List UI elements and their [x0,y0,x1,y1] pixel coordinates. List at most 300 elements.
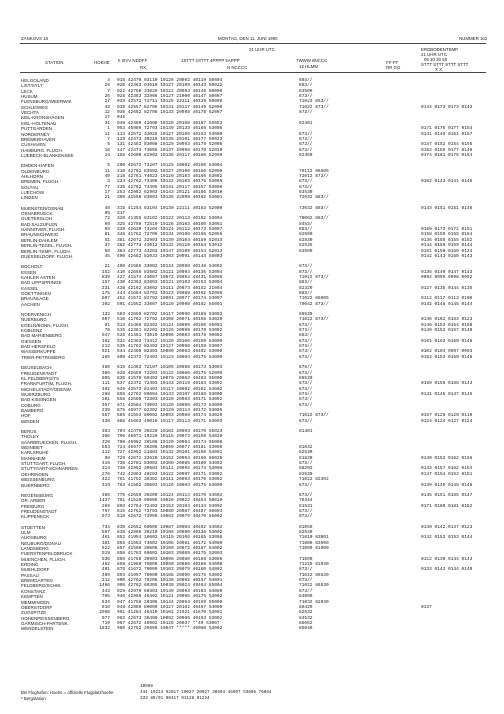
station-height: 419 [101,461,110,467]
station-height: 17 [104,115,110,121]
header-extra-4: STTT STTT STTT STTT [421,62,469,67]
synop-groups: 875 41672 70000 10103 20079 40160 54002 [117,567,223,573]
weather-groups: 71022 82302 [299,477,329,483]
footer-code-3: 333 89/01 90417 91128 91224 [140,696,210,701]
synop-groups: 836 42652 60605 10087 20084 40492 54002 [117,524,223,530]
station-name: BOCHOLT [21,264,43,270]
table-row [0,148,504,153]
station-name: BAD SALZUFLEN [21,221,58,227]
weather-groups: 71022 873// [299,274,329,280]
station-name: WASSERKUPPE [21,349,56,355]
synop-groups: 729 42672 33626 10152 20094 40166 56025 [117,455,223,461]
station-name: AACHEN [21,301,40,307]
synop-groups: 129 42473 30210 10135 20101 40177 50023 [117,136,223,142]
station-height: 51 [104,237,110,243]
table-row [0,381,504,386]
synop-groups: 947 41756 20306 10144 20064 40159 55000 [117,599,223,605]
table-row [0,610,504,615]
station-height: 31 [104,120,110,126]
weather-groups: 873// [299,381,313,387]
table-row [0,626,504,631]
weather-groups: 873// [299,142,313,148]
weather-groups: 86203 [299,466,313,472]
synop-groups: 645 42573 82403 10117 20092 40182 54002 [117,386,223,392]
station-name: GR. ARBER [21,498,46,504]
synop-groups: 855 41563 73602 10106 20081 40172 54000 [117,540,223,546]
table-row [0,365,504,370]
weather-groups: 81830 [299,455,313,461]
station-name: STUTTGART, FLUGH. [21,461,67,467]
synop-groups: 253 42962 62903 10143 20121 40166 53010 [117,190,223,195]
station-height: 719 [101,620,110,626]
weather-groups: 72012 873// [299,173,329,179]
weather-groups: 71022 86005 [299,296,329,302]
soil-temperatures: 0144 0156 0159 0144 [421,243,473,249]
weather-groups: 86002 [299,620,313,626]
station-height: 734 [101,524,110,530]
weather-groups: 82530 [299,471,313,477]
table-row [0,466,504,471]
soil-temperatures: 0152 0153 0150 0146 [421,354,473,360]
header-station: STATION [45,60,64,65]
table-row [0,551,504,556]
station-height: 231 [101,285,110,291]
synop-groups: 929 42970 60303 10140 20093 40163 54000 [117,588,223,594]
synop-groups: 036 42662 82708 10133 20098 40178 52007 [117,110,223,116]
station-height: 422 [101,477,110,483]
synop-groups: 224 42762 73406 10132 20103 40176 53005 [117,179,223,185]
weather-groups: 86530 [299,312,313,317]
station-name: MUEHLDORF [21,567,50,573]
header-rx: RX [140,65,147,70]
station-name: OLDENBURG [21,168,50,174]
station-name: PASSAU [21,572,39,578]
table-row [0,456,504,461]
weather-groups: 86530 [299,375,313,381]
station-height: 366 [101,492,110,498]
station-name: HAMBURG, FLUGH. [21,147,64,153]
station-name: STOETTEN [21,524,45,530]
header-12: 12 HLMM [299,64,319,69]
station-height: 202 [101,301,110,307]
synop-groups: 325 42759 72510 10126 20103 40160 53001 [117,221,223,227]
station-height: 480 [101,365,110,371]
station-name: MANNHEIM [21,455,46,461]
weather-groups: 71023 853// [299,99,329,105]
station-height: 112 [101,450,110,456]
synop-groups: 609 42372 72403 10123 20094 40175 54000 [117,354,223,360]
station-name: THOLEY [21,434,40,440]
synop-groups: 946 42965 46402 10121 20095 40175 53002 [117,594,223,600]
table-row [0,78,504,83]
station-name: BAMBERG [21,407,44,413]
station-name: OBERSTDORF [21,604,53,610]
soil-temperatures: 0149 0152 0157 0140 [421,328,473,334]
station-name: BREMEN, FLUGH. [21,179,60,185]
station-height: 14 [104,152,110,158]
synop-groups: 384 42773 43203 10147 20109 40154 52013 [117,248,223,254]
table-row [0,477,504,482]
station-name: KOBLENZ [21,328,43,334]
synop-groups: 430 42362 82003 10121 20103 40153 53004 [117,280,223,286]
soil-temperatures: 0146 0153 0154 0150 [421,322,473,328]
synop-groups: 818 42672 73909 10083 20079 40470 55002 [117,514,223,520]
station-name: SOLTAU [21,184,39,190]
weather-groups: 873// [299,354,313,360]
weather-groups: 70112 86505 [299,168,329,174]
table-row [0,286,504,291]
synop-groups: 761 41752 30302 10111 20093 40170 53002 [117,477,223,483]
station-name: MUENCHEN, FLUGH. [21,556,67,562]
weather-groups: 873// [299,344,313,350]
station-name: WEIDEN [21,418,39,424]
synop-groups: 427 41574 43007 10072 20064 48431 53006 [117,274,223,280]
synop-groups: 218 42761 74023 10129 20103 40166 53002 [117,173,223,179]
weather-groups: 873// [299,338,313,344]
station-name: ESSEN [21,269,37,275]
station-name: ZUGSPITZE [21,610,47,616]
table-row [0,371,504,376]
station-height: 622 [101,546,110,551]
synop-groups: 406 41565 33602 10134 20098 40148 54002 [117,264,223,270]
table-row [0,195,504,200]
soil-temperatures: 0141 0145 0147 0145 [421,391,473,397]
station-name: MICHELSTADT/ODENW. [21,386,72,392]
station-name: OEHRINGEN [21,471,49,477]
station-name: LUEBECK-BLANKENSEE [21,152,74,158]
station-name: LINGEN [21,195,38,201]
synop-groups: 526 41461 73010 10096 20083 40178 50062 [117,333,223,339]
station-height: 48 [104,205,110,211]
station-height: 402 [101,386,110,392]
synop-groups: 852 41954 10602 10119 20106 40165 53006 [117,535,223,541]
station-name: BRAUNSCHWEIG [21,232,59,238]
table-row [0,392,504,397]
table-row [0,275,504,280]
table-row [0,99,504,104]
table-row [0,211,504,216]
station-height: 567 [101,413,110,419]
station-name: SAARBRUECKEN, FLUGH. [21,439,78,445]
table-row [0,296,504,301]
weather-groups: 71022 873// [299,413,329,419]
weather-groups: 82530 [299,450,313,456]
synop-groups: 858 41763 60602 10103 20089 40175 53003 [117,551,223,557]
station-name: BERLIN-TEGEL, FLUGH. [21,243,73,249]
station-height: 175 [101,290,110,296]
station-height: 11 [104,168,110,174]
soil-temperatures: 0169 0173 0172 0151 [421,227,473,233]
weather-groups: 71032 82030 [299,599,329,605]
table-row [0,403,504,408]
table-row [0,419,504,424]
soil-temperatures: 0161 0163 0160 0148 [421,338,473,344]
station-height: 276 [101,471,110,477]
synop-groups: 908 42762 60305 10030 20024 48464 55004 [117,583,223,589]
weather-groups: 83530 [299,190,313,195]
station-height: 21 [104,195,110,201]
table-row [0,333,504,338]
station-height: 55 [104,227,110,233]
station-name: HOHENPEISSENBERG [21,615,70,621]
synop-groups: 815 42762 73703 10080 20087 48487 56004 [117,508,223,514]
table-row [0,535,504,540]
station-name: KASSEL [21,285,39,291]
header-groups: 1STTT 2STTT 4PPPP 5APPP [181,58,240,63]
footnote-airport: Bei Flughafen: Hoehe = offizielle Flugplatzhoehe [21,690,114,695]
weather-groups: 82530 [299,237,313,243]
weather-groups: 84532 [299,615,313,621]
synop-groups: 535 41762 82403 10127 20096 40159 53007 [117,344,223,350]
table-row [0,434,504,439]
station-height: 157 [101,280,110,286]
header-extra-5: X X [435,67,443,72]
synop-groups: 022 42760 33020 10122 20093 40146 50000 [117,88,223,94]
soil-temperatures: 0102 0104 0097 0093 [421,349,473,355]
weather-groups: 72032 883// [299,195,329,201]
station-height: 265 [101,354,110,360]
station-name: GUETERSLOH [21,216,53,222]
station-height: 77 [104,184,110,190]
synop-groups: 317 [117,211,126,217]
soil-temperatures: 0144 0173 0173 0143 [421,104,473,110]
table-row [0,583,504,588]
weather-groups: 71010 83001 [299,535,329,541]
weather-groups: 71000 83500 [299,540,329,546]
synop-groups: 967 42672 40902 10126 20037 **40 53007 [117,620,220,626]
header-top-rule [20,43,486,44]
station-height: 805 [101,375,110,381]
table-row [0,600,504,605]
weather-groups: 81401 [299,429,313,434]
weather-groups: 71022 873// [299,104,329,110]
station-height: 5 [107,163,110,169]
synop-groups: 866 41768 30903 10096 20080 40169 53006 [117,556,223,562]
synop-groups: 704 42470 30220 10102 20093 40170 55023 [117,429,223,434]
station-name: BERUS [21,429,37,434]
synop-groups: 685 41553 80002 10093 20089 40174 54020 [117,413,223,419]
station-name: FREUDENSTADT [21,370,58,376]
weather-groups: 82320 [299,285,313,291]
footer-code-2: 444 10214 92817 10027 20027 38504 46697 53005 76064 [140,690,272,695]
station-height: 3 [107,179,110,185]
station-height: 212 [101,578,110,584]
station-name: BAD HERSFELD [21,344,56,350]
table-row [0,339,504,344]
table-row [0,115,504,120]
station-name: WENDELSTEIN [21,626,54,632]
soil-temperatures: 0137 [421,604,432,610]
station-name: CUXHAVEN [21,142,46,148]
table-row [0,525,504,530]
weather-groups: 71225 81030 [299,562,329,568]
station-height: 1486 [99,583,110,589]
soil-temperatures: 0145 0151 0155 0147 [421,492,473,498]
synop-groups: 776 42659 30200 10124 20114 40170 54002 [117,492,223,498]
header-n: N NCCCC [227,65,248,70]
synop-groups: 962 42673 30400 10092 20085 40463 53002 [117,615,223,621]
table-row [0,429,504,434]
soil-temperatures: 0142 0153 0153 0144 [421,535,473,541]
weather-groups: 883// [299,290,313,296]
soil-temperatures: 0136 0140 0147 0143 [421,269,473,275]
synop-groups: 868 41960 70000 10090 20086 40168 54000 [117,562,223,568]
table-row [0,557,504,562]
table-row [0,94,504,99]
station-name: LECK [21,88,33,94]
weather-groups: 8453/ [299,221,313,227]
weather-groups: 883// [299,227,313,233]
table-row [0,317,504,322]
station-height: 81 [104,232,110,238]
table-row [0,328,504,333]
weather-groups: 883// [299,280,313,286]
station-height: 977 [101,615,110,621]
synop-groups: 900 42762 70206 10130 20092 40157 54001 [117,578,223,584]
station-height: 281 [101,397,110,403]
header-ii: II IIIVV NDDFF [118,58,148,63]
table-row [0,567,504,572]
synop-groups: 637 42372 72403 10143 20119 40183 53002 [117,381,223,387]
weather-groups: 873// [299,264,313,270]
station-height: 462 [101,562,110,568]
station-height: 401 [101,567,110,573]
station-height: 16 [104,147,110,153]
station-name: NEUBURG/DONAU [21,540,62,546]
station-name: KAHLER ASTEN [21,274,56,280]
table-row [0,222,504,227]
table-row [0,509,504,514]
weather-groups: 71000 [299,556,313,562]
station-name: HANNOVER, FLUGH. [21,227,66,233]
weather-groups: 873// [299,482,313,488]
station-name: STUTTGART-SCHNARREN. [21,466,79,472]
soil-temperatures: 0112 0117 0113 0106 [421,296,473,302]
table-row [0,190,504,195]
station-name: WEINBIET [21,445,43,451]
table-row [0,302,504,307]
synop-groups: 706 46971 10220 10115 20073 40169 54020 [117,434,223,440]
station-name: EMDEN-HAFEN [21,163,55,169]
synop-groups: 615 41463 72107 10105 20088 40173 53003 [117,365,223,371]
station-name: BAD KISSINGEN [21,397,57,403]
table-row [0,387,504,392]
station-name: GARMISCH-PARTENK. [21,620,69,626]
station-height: 70 [104,328,110,334]
footer-code-1: 10908 [140,684,153,689]
table-row [0,126,504,131]
soil-temperatures: 0146 0162 0153 0123 [421,317,473,323]
station-name: BERLIN-TEMP., FLUGH. [21,248,71,254]
station-name: LIST/SYLT [21,83,43,89]
station-name: FREUDENSTADT [21,508,58,514]
station-height: 357 [101,402,110,408]
station-height: 921 [101,349,110,355]
station-height: 269 [101,503,110,509]
synop-groups: 544 42460 82303 10080 20063 48492 53000 [117,349,223,355]
header-hoehe: HOEHE [94,60,110,65]
station-height: 50 [104,248,110,254]
station-height: 1437 [99,498,110,504]
weather-groups: 873// [299,492,313,498]
station-name: KEMPTEN [21,594,43,600]
station-name: WUERZBURG [21,391,51,397]
weather-groups: 873// [299,461,313,467]
weather-groups: 873// [299,110,313,116]
station-name: NUERBURG [21,317,47,323]
header-bottom-rule [20,72,486,73]
synop-groups: 980 42752 35600 10047 ***** 40060 53002 [117,626,223,632]
soil-temperatures: 0142 0148 0145 0144 [421,301,473,307]
station-name: FREIBURG [21,503,45,509]
station-height: 547 [101,333,110,339]
soil-temperatures: 0139 0149 0148 0148 [421,482,473,488]
station-height: 11 [104,131,110,137]
table-row [0,594,504,599]
table-row [0,206,504,211]
synop-groups: 320 41355 83102 10122 20113 40162 53004 [117,216,223,222]
station-name: MEMMINGEN [21,599,50,605]
soil-temperatures: 0140 0142 0137 0123 [421,524,473,530]
synop-groups: 410 42656 83502 10121 20094 40136 53004 [117,269,223,275]
weather-groups: 873// [299,179,313,185]
station-height: 43 [104,104,110,110]
weather-groups: 873// [299,322,313,328]
soil-temperatures: 0141 0149 0151 0157 [421,131,473,137]
synop-groups: 501 41552 33607 10120 20098 40162 55001 [117,301,223,307]
soil-temperatures: 0162 0143 0141 0145 [421,179,473,185]
weather-groups: 71022 86530 [299,572,329,578]
synop-groups: 738 42761 83002 10100 20085 40180 54002 [117,461,223,467]
table-row [0,110,504,115]
weather-groups: 873// [299,370,313,376]
synop-groups: 948 42960 80000 10127 20102 40467 54000 [117,604,223,610]
synop-groups: 763 41562 30603 10126 20093 40175 53000 [117,482,223,488]
weather-groups: 873// [299,328,313,334]
table-row [0,413,504,418]
weather-groups: 873// [299,269,313,275]
station-height: 461 [101,535,110,541]
table-row [0,450,504,455]
synop-groups: 210 42762 83502 10127 20106 40166 52000 [117,168,223,174]
soil-temperatures: 0143 0151 0151 0146 [421,205,473,211]
table-row [0,440,504,445]
station-name: FLENSBURG/WEERWIK [21,99,72,105]
soil-temperatures: 0169 0155 0158 0143 [421,381,473,387]
weather-groups: 873// [299,184,313,190]
weather-groups: 76344 [299,498,313,504]
weather-groups: 873// [299,508,313,514]
station-height: 386 [101,434,110,440]
station-height: 98 [104,221,110,227]
weather-groups: 878// [299,365,313,371]
station-name: KIEL-HOLTENAU [21,120,57,126]
station-name: HOF [21,413,31,419]
synop-groups: 382 42773 43012 10132 20110 40154 53012 [117,243,223,249]
synop-groups: 961 41284 46410 10102 21021 41670 53001 [117,610,223,616]
synop-groups: 033 42572 72711 10126 22111 40139 50009 [117,99,223,105]
soil-temperatures: 0092 0095 0098 0092 [421,274,473,280]
table-row [0,142,504,147]
station-height: 7 [107,88,110,94]
synop-groups: 113 42572 33028 10127 20106 40153 53000 [117,131,223,137]
station-name: MUENSTER/OSNAB. [21,205,65,211]
synop-groups: 724 46977 30206 10099 20077 40181 53006 [117,445,223,451]
station-name: GIESSEN [21,338,42,344]
station-name: NOERVENICH [21,312,51,317]
soil-temperatures: 0147 0152 0154 0155 [421,142,473,148]
station-name: HUSUM [21,94,38,100]
